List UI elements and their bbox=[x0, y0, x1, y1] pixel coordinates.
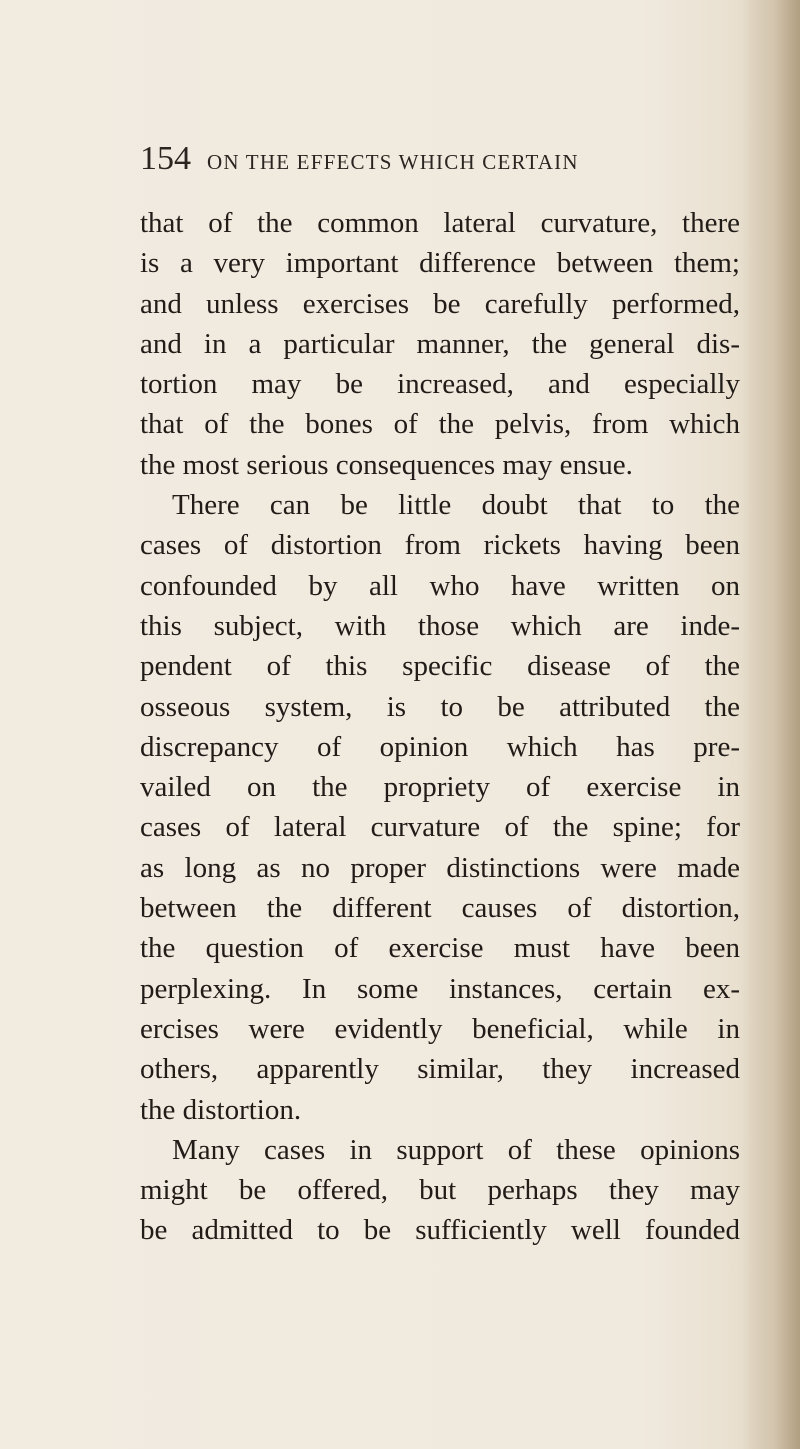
paragraph-start-line: Many cases in support of these opinions bbox=[172, 1133, 740, 1166]
text-line: the most serious consequences may ensue. bbox=[140, 448, 633, 481]
text-line: vailed on the propriety of exercise in bbox=[140, 771, 740, 804]
text-line: be admitted to be sufficiently well founded bbox=[140, 1214, 740, 1247]
text-line: that of the bones of the pelvis, from which bbox=[140, 408, 740, 441]
running-head: ON THE EFFECTS WHICH CERTAIN bbox=[207, 150, 579, 174]
text-line: osseous system, is to be attributed the bbox=[140, 690, 740, 723]
text-line: discrepancy of opinion which has pre- bbox=[140, 730, 740, 763]
text-line: ercises were evidently beneficial, while in bbox=[140, 1012, 740, 1045]
text-line: between the different causes of distortion, bbox=[140, 892, 740, 925]
text-line: as long as no proper distinctions were made bbox=[140, 851, 740, 884]
text-line: and unless exercises be carefully performed, bbox=[140, 287, 740, 320]
text-line: the distortion. bbox=[140, 1093, 302, 1126]
text-line: the question of exercise must have been bbox=[140, 932, 740, 965]
page-number: 154 bbox=[140, 140, 191, 177]
text-line: might be offered, but perhaps they may bbox=[140, 1174, 740, 1207]
text-line: tortion may be increased, and especially bbox=[140, 368, 740, 401]
text-line: this subject, with those which are inde- bbox=[140, 609, 740, 642]
text-line: is a very important difference between them; bbox=[140, 247, 740, 280]
text-line: confounded by all who have written on bbox=[140, 569, 740, 602]
text-line: cases of lateral curvature of the spine; for bbox=[140, 811, 740, 844]
text-line: perplexing. In some instances, certain ex- bbox=[140, 972, 740, 1005]
page-header bbox=[140, 140, 740, 178]
page-edge-shadow bbox=[742, 0, 800, 1449]
body-text bbox=[140, 203, 740, 1251]
text-line: that of the common lateral curvature, there bbox=[140, 207, 740, 239]
text-line: pendent of this specific disease of the bbox=[140, 650, 740, 683]
text-line: others, apparently similar, they increased bbox=[140, 1053, 740, 1086]
text-line: cases of distortion from rickets having been bbox=[140, 529, 740, 562]
paragraph-start-line: There can be little doubt that to the bbox=[172, 489, 740, 522]
text-line: and in a particular manner, the general dis- bbox=[140, 327, 740, 360]
